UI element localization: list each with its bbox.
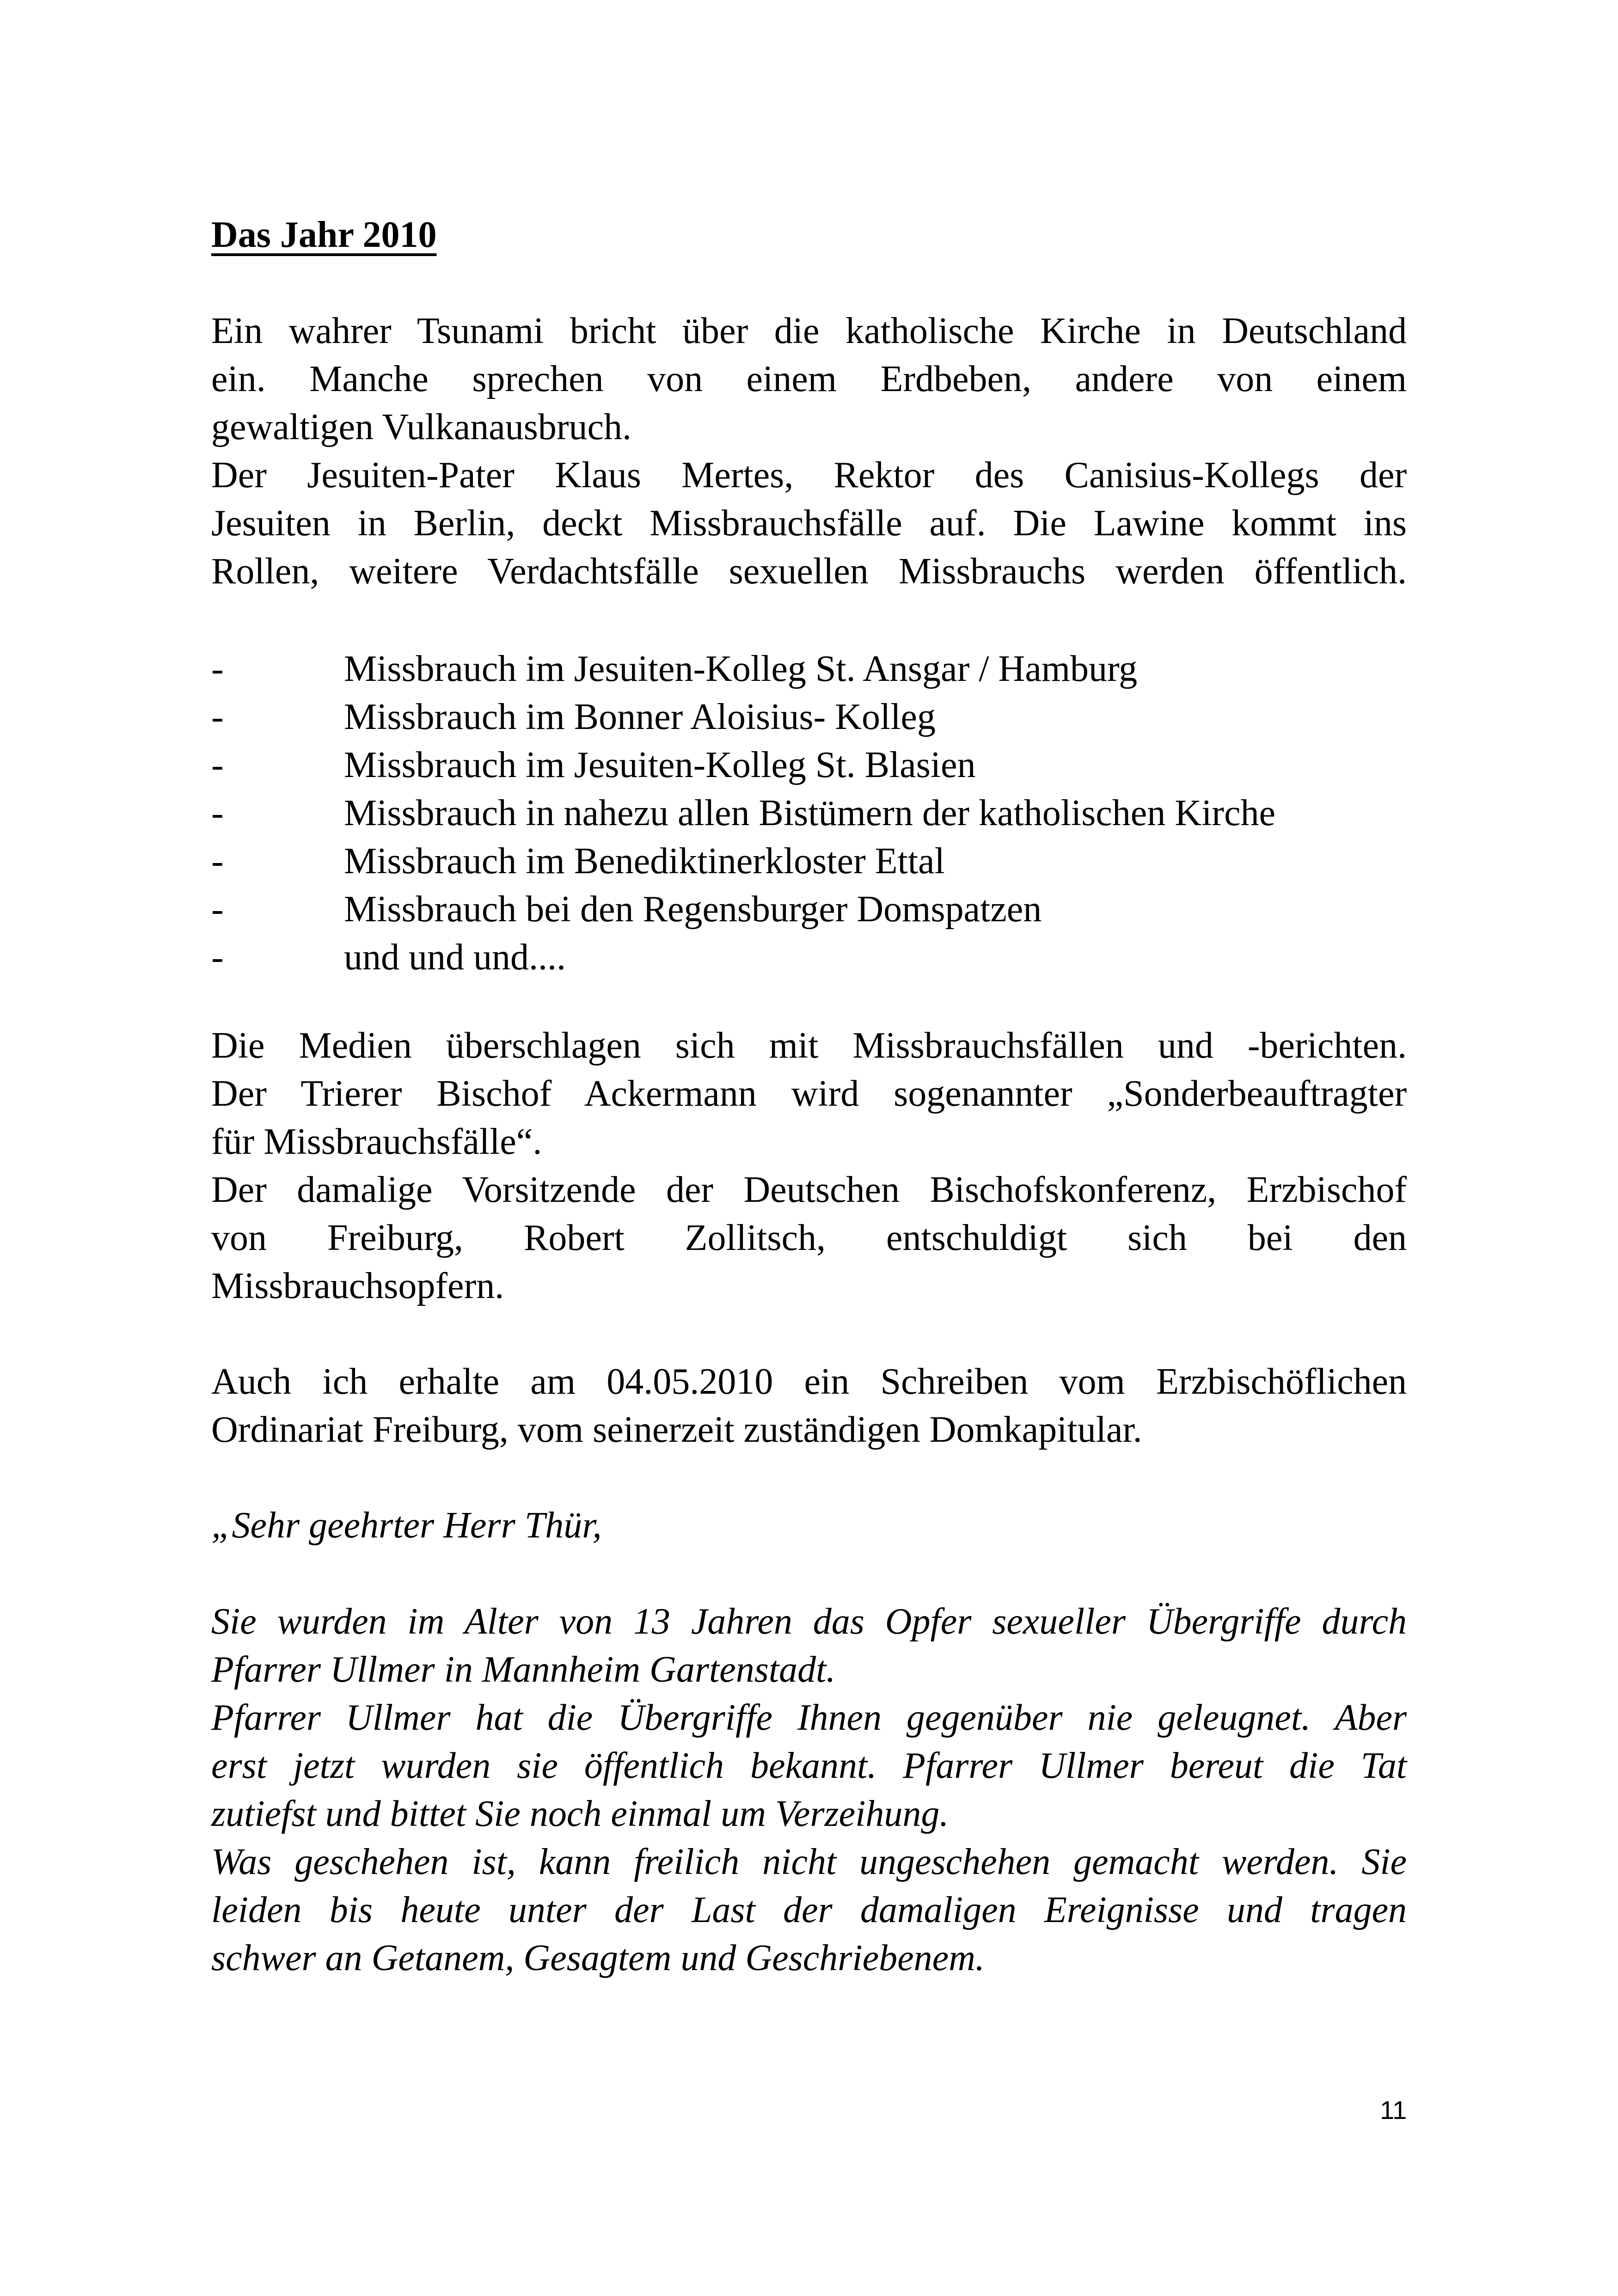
text-line: Der damalige Vorsitzende der Deutschen Bischofskonferenz, Erzbischof [211,1169,1407,1210]
text-line: Rollen, weitere Verdachtsfälle sexuellen Missbrauchs werden öffentlich. [211,551,1407,592]
letter-body [211,1598,1407,1982]
letter-salutation [211,1501,1407,1549]
text-line: Ordinariat Freiburg, vom seinerzeit zuständigen Domkapitular. [211,1409,1142,1450]
text-line: Sie wurden im Alter von 13 Jahren das Opfer sexueller Übergriffe durch [211,1601,1407,1642]
list-item [211,741,1459,789]
text-line: Jesuiten in Berlin, deckt Missbrauchsfälle auf. Die Lawine kommt ins [211,503,1407,544]
list-item [211,933,1459,981]
text-line: Pfarrer Ullmer hat die Übergriffe Ihnen gegenüber nie geleugnet. Aber [211,1697,1407,1738]
list-dash: - [211,841,224,882]
list-item-text: und und und.... [344,937,566,978]
text-line: erst jetzt wurden sie öffentlich bekannt. Pfarrer Ullmer bereut die Tat [211,1745,1407,1786]
list-dash: - [211,649,224,689]
text-line: Pfarrer Ullmer in Mannheim Gartenstadt. [211,1649,836,1690]
abuse-case-list [211,645,1459,981]
list-dash: - [211,697,224,737]
list-dash: - [211,793,224,833]
page-number: 11 [1380,2095,1407,2125]
text-line: zutiefst und bittet Sie noch einmal um Verzeihung. [211,1794,949,1834]
text-line: Der Jesuiten-Pater Klaus Mertes, Rektor des Canisius-Kollegs der [211,455,1407,496]
text-line: „Sehr geehrter Herr Thür, [211,1505,602,1546]
text-line: ein. Manche sprechen von einem Erdbeben, andere von einem [211,359,1407,399]
text-line: für Missbrauchsfälle“. [211,1121,542,1162]
intro-paragraph [211,307,1407,595]
text-line: Was geschehen ist, kann freilich nicht ungeschehen gemacht werden. Sie [211,1842,1407,1882]
text-line: schwer an Getanem, Gesagtem und Geschriebenem. [211,1938,985,1978]
text-line: von Freiburg, Robert Zollitsch, entschuldigt sich bei den [211,1218,1407,1258]
list-item [211,837,1459,885]
list-item [211,789,1459,837]
list-item-text: Missbrauch im Jesuiten-Kolleg St. Ansgar / Hamburg [344,649,1138,689]
list-item-text: Missbrauch im Bonner Aloisius- Kolleg [344,697,936,737]
list-item [211,693,1459,741]
list-item-text: Missbrauch im Benediktinerkloster Ettal [344,841,945,882]
list-dash: - [211,745,224,785]
list-item-text: Missbrauch in nahezu allen Bistümern der katholischen Kirche [344,793,1275,833]
list-item-text: Missbrauch im Jesuiten-Kolleg St. Blasien [344,745,976,785]
text-line: Auch ich erhalte am 04.05.2010 ein Schreiben vom Erzbischöflichen [211,1361,1407,1402]
list-item-text: Missbrauch bei den Regensburger Domspatzen [344,889,1042,930]
text-line: gewaltigen Vulkanausbruch. [211,407,632,447]
text-line: Ein wahrer Tsunami bricht über die katholische Kirche in Deutschland [211,311,1407,351]
section-title: Das Jahr 2010 [211,214,437,255]
letter-intro-paragraph [211,1358,1407,1454]
list-dash: - [211,889,224,930]
text-line: Missbrauchsopfern. [211,1266,504,1306]
text-line: Der Trierer Bischof Ackermann wird sogenannter „Sonderbeauftragter [211,1073,1407,1114]
list-item [211,885,1459,933]
text-line: Die Medien überschlagen sich mit Missbrauchsfällen und -berichten. [211,1025,1407,1066]
text-line: leiden bis heute unter der Last der damaligen Ereignisse und tragen [211,1890,1407,1930]
media-paragraph [211,1022,1407,1310]
list-item [211,645,1459,693]
list-dash: - [211,937,224,978]
